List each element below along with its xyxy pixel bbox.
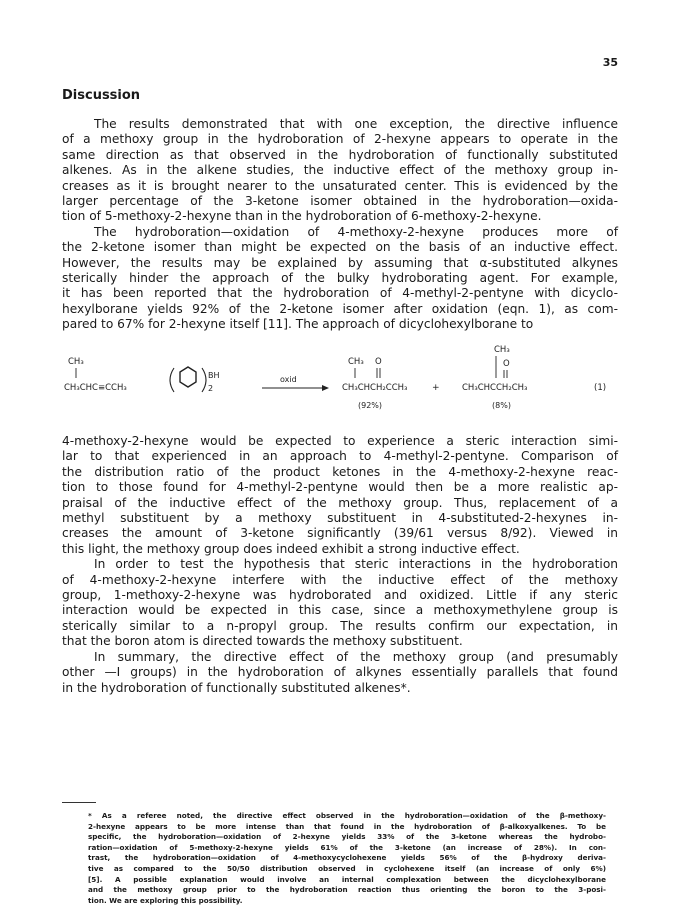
text-line: 4-methoxy-2-hexyne would be expected to experience a steric interaction simi-: [62, 434, 618, 448]
text-line: tive as compared to the 50/50 distribution observed in cyclohexene itself (an increase of only 6%): [88, 863, 606, 873]
text-line: The results demonstrated that with one exception, the directive influence: [94, 117, 618, 131]
arrow-label-oxid: oxid: [280, 375, 297, 384]
text-line: in the hydroboration of functionally substituted alkenes*.: [62, 680, 411, 695]
product2-formula: CH₃CHCCH₂CH₃: [462, 383, 528, 393]
footnote-divider: [62, 802, 96, 803]
text-line: creases as it is brought nearer to the unsaturated center. This is evidenced by the: [62, 178, 618, 193]
product2-methyl-label: CH₃: [494, 345, 510, 355]
text-line: lar to that experienced in an approach to 4-methyl-2-pentyne. Comparison of: [62, 449, 618, 464]
text-line: * As a referee noted, the directive effect observed in the hydroboration—oxidation of the β-methoxy-: [88, 811, 606, 820]
text-line: it has been reported that the hydroboration of 4-methyl-2-pentyne with dicyclo-: [62, 286, 618, 301]
text-line: of 4-methoxy-2-hexyne interfere with the inductive effect of the methoxy: [62, 572, 618, 587]
reagent-right-paren: [202, 368, 206, 392]
text-line: of a methoxy group in the hydroboration of 2-hexyne appears to operate in the: [62, 132, 618, 147]
text-line: the 2-ketone isomer than might be expected on the basis of an inductive effect.: [62, 240, 618, 255]
discussion-text-bottom: [62, 434, 618, 696]
text-line: [5]. A possible explanation would involve an internal complexation between the dicyclohexylborane: [88, 874, 606, 884]
text-line: The hydroboration—oxidation of 4-methoxy-2-hexyne produces more of: [94, 224, 618, 239]
reagent-subscript: 2: [208, 384, 214, 393]
product1-oxygen-label: O: [375, 357, 382, 367]
text-line: pared to 67% for 2-hexyne itself [11]. The approach of dicyclohexylborane to: [62, 317, 534, 332]
text-line: group, 1-methoxy-2-hexyne was hydroborated and oxidized. Little if any steric: [62, 588, 618, 603]
text-line: specific, the hydroboration—oxidation of 2-hexyne yields 33% of the 3-ketone whereas the hydrobo-: [88, 832, 606, 842]
text-line: However, the results may be explained by assuming that α-substituted alkynes: [62, 255, 618, 270]
text-line: tion to those found for 4-methyl-2-pentyne would then be a more realistic ap-: [62, 480, 618, 495]
text-line: methyl substituent by a methoxy substituent in 4-substituted-2-hexynes in-: [62, 511, 618, 526]
text-line: other —I groups) in the hydroboration of alkynes essentially parallels that found: [62, 665, 618, 680]
text-line: 2-hexyne appears to be more intense than that found in the hydroboration of β-alkoxyalkenes. To be: [88, 821, 606, 831]
text-line: sterically hinder the approach of the bulky hydroborating agent. For example,: [62, 271, 618, 286]
text-line: hexylborane yields 92% of the 2-ketone isomer after oxidation (eqn. 1), as com-: [62, 301, 618, 316]
page-number: 35: [602, 56, 618, 69]
text-line: sterically similar to a n-propyl group. The results confirm our expectation, in: [62, 618, 618, 633]
text-line: praisal of the inductive effect of the methoxy group. Thus, replacement of a: [62, 495, 618, 510]
reactant-formula: CH₃CHC≡CCH₃: [64, 383, 127, 393]
text-line: ration—oxidation of 5-methoxy-2-hexyne yields 61% of the 3-ketone (an increase of 28%). In con-: [88, 842, 606, 852]
text-line: In order to test the hypothesis that steric interactions in the hydroboration: [94, 557, 618, 572]
product1-methyl-label: CH₃: [348, 357, 364, 367]
product1-yield: (92%): [358, 401, 383, 410]
reaction-scheme-eqn-1: [62, 340, 618, 432]
discussion-text-top: [62, 117, 618, 333]
reactant-methyl-label: CH₃: [68, 357, 84, 367]
text-line: trast, the hydroboration—oxidation of 4-methoxycyclohexene yields 56% of the β-hydroxy deriva-: [88, 853, 606, 863]
text-line: same direction as that observed in the hydroboration of functionally substituted: [62, 147, 618, 162]
text-line: creases the amount of 3-ketone significantly (39/61 versus 8/92). Viewed in: [62, 526, 618, 541]
product2-oxygen-label: O: [503, 359, 510, 369]
text-line: larger percentage of the 3-ketone isomer obtained in the hydroboration—oxida-: [62, 194, 618, 209]
text-line: the distribution ratio of the product ketones in the 4-methoxy-2-hexyne reac-: [62, 464, 618, 479]
text-line: In summary, the directive effect of the methoxy group (and presumably: [94, 649, 618, 664]
text-line: this light, the methoxy group does indeed exhibit a strong inductive effect.: [62, 541, 520, 556]
footnote: [88, 811, 606, 906]
text-line: and the methoxy group prior to the hydroboration reaction thus orienting the boron to the 3-posi-: [88, 885, 606, 895]
text-line: tion of 5-methoxy-2-hexyne than in the hydroboration of 6-methoxy-2-hexyne.: [62, 209, 542, 224]
product2-yield: (8%): [492, 401, 511, 410]
product1-formula: CH₃CHCH₂CCH₃: [342, 383, 408, 393]
section-heading-discussion: Discussion: [62, 88, 141, 103]
plus-sign: +: [432, 383, 440, 393]
reagent-left-paren: [170, 368, 174, 392]
text-line: that the boron atom is directed towards the methoxy substituent.: [62, 634, 463, 649]
reaction-arrow-head: [322, 385, 329, 391]
cyclohexyl-ring-icon: [180, 367, 196, 387]
reagent-bh-label: BH: [208, 371, 220, 380]
text-line: alkenes. As in the alkene studies, the inductive effect of the methoxy group in-: [62, 163, 618, 178]
equation-number: (1): [594, 383, 607, 393]
text-line: interaction would be expected in this case, since a methoxymethylene group is: [62, 603, 618, 618]
text-line: tion. We are exploring this possibility.: [88, 895, 243, 905]
